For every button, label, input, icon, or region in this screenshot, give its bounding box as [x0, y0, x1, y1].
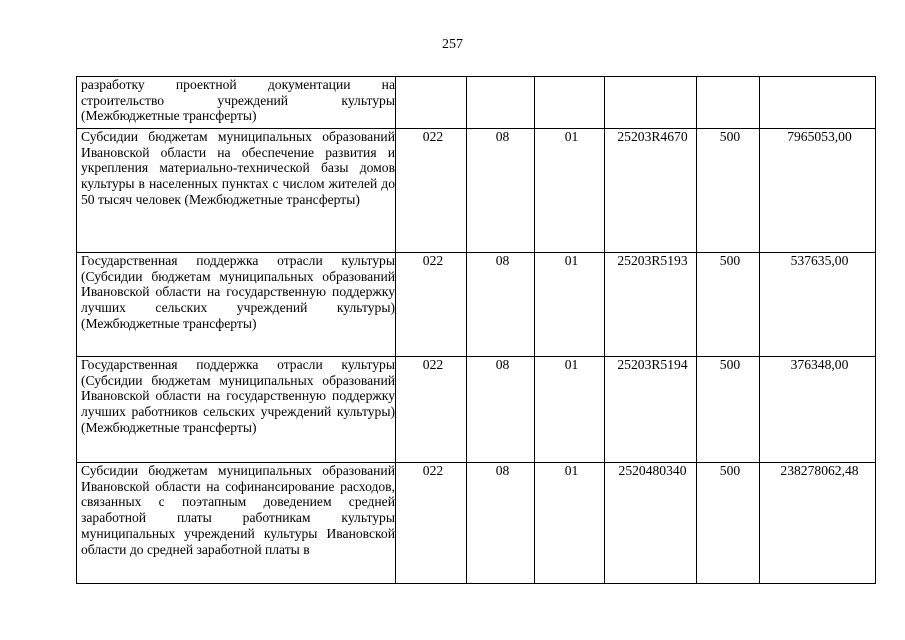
- row-section-code: 08: [467, 253, 535, 357]
- row-amount: [760, 77, 876, 129]
- row-amount: 376348,00: [760, 357, 876, 463]
- row-description: разработку проектной документации на строительство учреждений культуры (Межбюджетные трансферты): [77, 77, 396, 129]
- row-subsection-code: [535, 77, 605, 129]
- row-target-code: 25203R4670: [605, 129, 697, 253]
- row-description: Государственная поддержка отрасли культуры (Субсидии бюджетам муниципальных образований Ивановской области на государственную поддержку лучших сельских учреждений культуры) (Межбюджетные трансферты): [77, 253, 396, 357]
- row-target-code: 2520480340: [605, 463, 697, 584]
- row-expense-type: 500: [697, 129, 760, 253]
- row-expense-type: 500: [697, 357, 760, 463]
- row-ministry-code: 022: [396, 129, 467, 253]
- row-description: Государственная поддержка отрасли культуры (Субсидии бюджетам муниципальных образований Ивановской области на государственную поддержку лучших работников сельских учреждений культуры) (Межбюджетные трансферты): [77, 357, 396, 463]
- row-description: Субсидии бюджетам муниципальных образований Ивановской области на обеспечение развития и укрепления материально-технической базы домов культуры в населенных пунктах с числом жителей до 50 тысяч человек (Межбюджетные трансферты): [77, 129, 396, 253]
- row-section-code: [467, 77, 535, 129]
- row-section-code: 08: [467, 463, 535, 584]
- budget-table: [76, 76, 876, 584]
- row-expense-type: 500: [697, 253, 760, 357]
- table-row: [77, 463, 876, 584]
- row-target-code: 25203R5194: [605, 357, 697, 463]
- page-number: 257: [442, 37, 463, 52]
- row-subsection-code: 01: [535, 357, 605, 463]
- row-amount: 238278062,48: [760, 463, 876, 584]
- row-ministry-code: 022: [396, 357, 467, 463]
- row-amount: 7965053,00: [760, 129, 876, 253]
- row-amount: 537635,00: [760, 253, 876, 357]
- row-section-code: 08: [467, 357, 535, 463]
- table-row: [77, 357, 876, 463]
- table-row: [77, 77, 876, 129]
- row-target-code: [605, 77, 697, 129]
- row-ministry-code: 022: [396, 463, 467, 584]
- row-description: Субсидии бюджетам муниципальных образований Ивановской области на софинансирование расходов, связанных с поэтапным доведением средней заработной платы работникам культуры муниципальных учреждений культуры Ивановской области до средней заработной платы в: [77, 463, 396, 584]
- row-subsection-code: 01: [535, 129, 605, 253]
- row-ministry-code: 022: [396, 253, 467, 357]
- row-subsection-code: 01: [535, 463, 605, 584]
- row-ministry-code: [396, 77, 467, 129]
- row-expense-type: [697, 77, 760, 129]
- table-row: [77, 253, 876, 357]
- row-target-code: 25203R5193: [605, 253, 697, 357]
- row-subsection-code: 01: [535, 253, 605, 357]
- row-expense-type: 500: [697, 463, 760, 584]
- table-row: [77, 129, 876, 253]
- row-section-code: 08: [467, 129, 535, 253]
